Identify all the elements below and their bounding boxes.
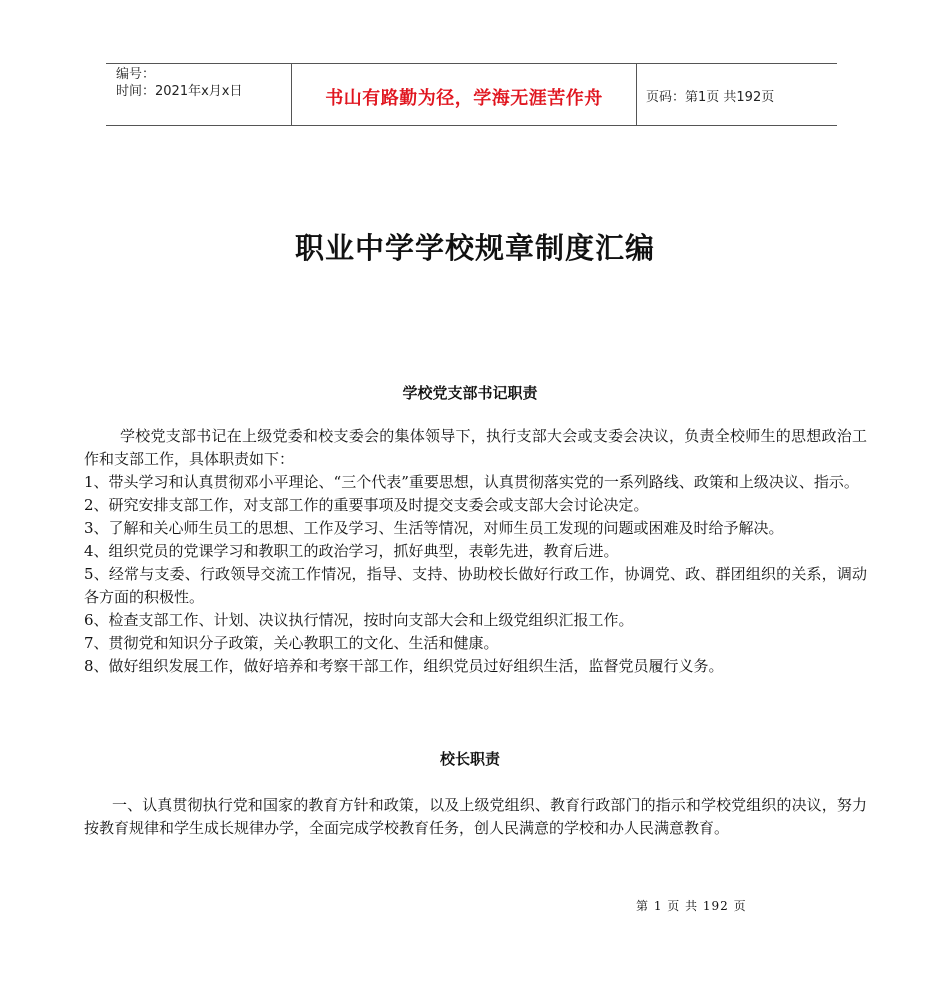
section-body-party-secretary [84,425,867,678]
header-top-rule [106,63,837,64]
page-footer: 第 1 页 共 192 页 [636,899,747,913]
section-title-principal: 校长职责 [439,750,500,768]
principal-paragraph: 一、认真贯彻执行党和国家的教育方针和政策，以及上级党组织、教育行政部门的指示和学校党组织的决议，努力按教育规律和学生成长规律办学，全面完成学校教育任务，创人民满意的学校和办人民满意教育。 [84,796,867,837]
serial-label: 编号： [116,67,156,82]
list-item: 6、检查支部工作、计划、决议执行情况，按时向支部大会和上级党组织汇报工作。 [84,611,634,629]
list-item: 5、经常与支委、行政领导交流工作情况，指导、支持、协助校长做好行政工作，协调党、政、群团组织的关系，调动各方面的积极性。 [84,565,867,606]
list-item: 8、做好组织发展工作，做好培养和考察干部工作，组织党员过好组织生活，监督党员履行义务。 [84,657,724,675]
list-item: 4、组织党员的党课学习和教职工的政治学习，抓好典型，表彰先进，教育后进。 [84,542,619,560]
time-text: 时间：2021年x月x日 [116,84,243,99]
list-item: 2、研究安排支部工作，对支部工作的重要事项及时提交支委会或支部大会讨论决定。 [84,496,649,514]
list-item: 1、带头学习和认真贯彻邓小平理论、“三个代表”重要思想，认真贯彻落实党的一系列路线、政策和上级决议、指示。 [84,473,859,491]
header-bottom-rule [106,125,837,126]
list-item: 3、了解和关心师生员工的思想、工作及学习、生活等情况，对师生员工发现的问题或困难及时给予解决。 [84,519,784,537]
section-title-party-secretary: 学校党支部书记职责 [402,384,538,402]
section-intro: 学校党支部书记在上级党委和校支委会的集体领导下，执行支部大会或支委会决议，负责全校师生的思想政治工作和支部工作，具体职责如下： [84,427,867,468]
section-body-principal [84,794,867,840]
motto-text: 书山有路勤为径，学海无涯苦作舟 [325,88,603,109]
document-title: 职业中学学校规章制度汇编 [294,231,655,265]
page-label: 页码：第1页 共192页 [646,90,775,105]
header-divider-right [636,63,637,126]
list-item: 7、贯彻党和知识分子政策，关心教职工的文化、生活和健康。 [84,634,499,652]
